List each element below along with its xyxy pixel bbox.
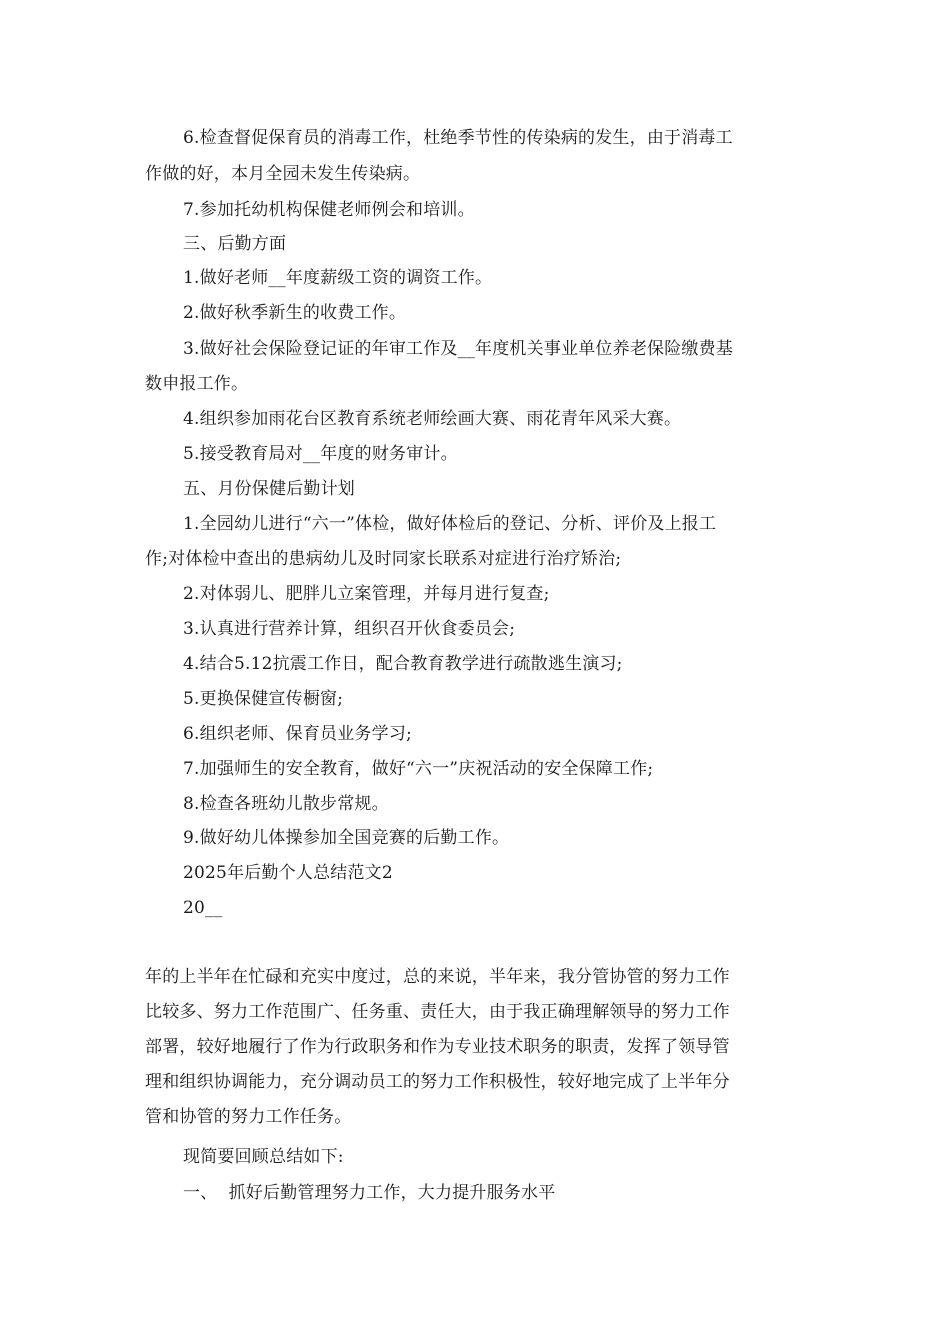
paragraph-line: 现简要回顾总结如下: <box>183 1147 344 1167</box>
paragraph-line: 理和组织协调能力，充分调动员工的努力工作积极性，较好地完成了上半年分 <box>145 1072 730 1092</box>
list-item: 1.做好老师__年度薪级工资的调资工作。 <box>183 268 493 288</box>
list-item: 4.结合5.12抗震工作日，配合教育教学进行疏散逃生演习; <box>183 654 623 674</box>
list-item: 5.接受教育局对__年度的财务审计。 <box>183 444 458 464</box>
list-item: 5.更换保健宣传橱窗; <box>183 689 344 709</box>
list-item: 3.认真进行营养计算，组织召开伙食委员会; <box>183 619 516 639</box>
list-item: 9.做好幼儿体操参加全国竞赛的后勤工作。 <box>183 828 510 848</box>
section-heading: 三、后勤方面 <box>183 234 287 254</box>
list-item: 8.检查各班幼儿散步常规。 <box>183 794 389 814</box>
list-item: 7.参加托幼机构保健老师例会和培训。 <box>183 200 475 220</box>
paragraph-line: 部署，较好地履行了作为行政职务和作为专业技术职务的职责，发挥了领导管 <box>145 1037 730 1057</box>
paragraph-line: 6.检查督促保育员的消毒工作，杜绝季节性的传染病的发生，由于消毒工 <box>183 128 733 148</box>
list-item: 1.全园幼儿进行“六一”体检，做好体检后的登记、分析、评价及上报工 <box>183 514 717 534</box>
list-item: 7.加强师生的安全教育，做好“六一”庆祝活动的安全保障工作; <box>183 759 654 779</box>
paragraph-line: 数申报工作。 <box>145 374 249 394</box>
list-item: 6.组织老师、保育员业务学习; <box>183 724 412 744</box>
paragraph-line: 年的上半年在忙碌和充实中度过，总的来说，半年来，我分管协管的努力工作 <box>145 967 730 987</box>
paragraph-line: 作;对体检中查出的患病幼儿及时同家长联系对症进行治疗矫治; <box>145 549 622 569</box>
document-title: 2025年后勤个人总结范文2 <box>183 863 393 883</box>
paragraph-line: 比较多、努力工作范围广、任务重、责任大，由于我正确理解领导的努力工作 <box>145 1002 730 1022</box>
paragraph-line: 作做的好，本月全园未发生传染病。 <box>145 164 421 184</box>
list-item: 4.组织参加雨花台区教育系统老师绘画大赛、雨花青年风采大赛。 <box>183 409 682 429</box>
list-item: 2.对体弱儿、肥胖儿立案管理，并每月进行复查; <box>183 584 550 604</box>
section-heading: 一、 抓好后勤管理努力工作，大力提升服务水平 <box>183 1183 556 1203</box>
list-item: 3.做好社会保险登记证的年审工作及__年度机关事业单位养老保险缴费基 <box>183 339 734 359</box>
paragraph-line: 20__ <box>183 898 223 918</box>
paragraph-line: 管和协管的努力工作任务。 <box>145 1107 352 1127</box>
list-item: 2.做好秋季新生的收费工作。 <box>183 303 407 323</box>
section-heading: 五、月份保健后勤计划 <box>183 479 355 499</box>
